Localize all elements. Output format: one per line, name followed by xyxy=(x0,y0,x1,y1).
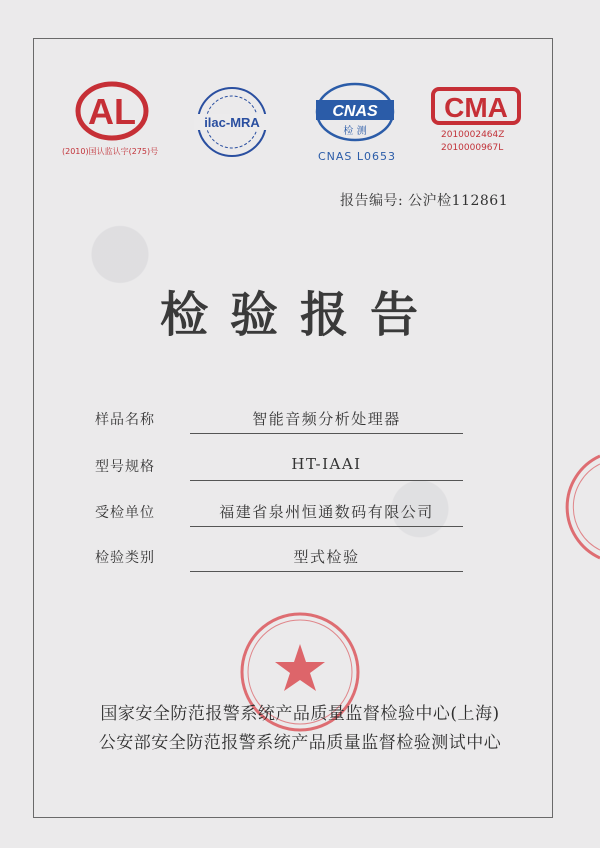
field-value: 智能音频分析处理器 xyxy=(252,410,401,428)
field-sample-name xyxy=(95,405,463,437)
cma-logo-text: CMA xyxy=(444,92,508,123)
field-model xyxy=(95,452,463,484)
cnas-logo-text: CNAS xyxy=(332,103,378,120)
field-underline xyxy=(190,433,463,434)
field-value: 福建省泉州恒通数码有限公司 xyxy=(219,503,434,521)
field-label: 型号规格 xyxy=(95,459,155,475)
cma-caption-1: 2010002464Z xyxy=(441,130,505,140)
field-underline xyxy=(190,526,463,527)
field-value: HT-IAAI xyxy=(291,455,362,473)
cal-logo-caption: (2010)国认监认字(275)号 xyxy=(62,147,159,156)
ilac-mra-logo-text: ilac-MRA xyxy=(204,115,260,130)
organization-line-2: 公安部安全防范报警系统产品质量监督检验测试中心 xyxy=(98,733,502,753)
organization-line-1: 国家安全防范报警系统产品质量监督检验中心(上海) xyxy=(100,704,500,724)
cnas-logo-caption: CNAS L0653 xyxy=(318,150,397,163)
field-label: 受检单位 xyxy=(95,505,155,521)
cnas-logo xyxy=(312,80,398,148)
field-underline xyxy=(190,571,463,572)
svg-text:AL: AL xyxy=(88,91,136,132)
field-inspection-type xyxy=(95,543,463,575)
field-inspected-unit xyxy=(95,498,463,530)
ilac-mra-logo xyxy=(190,84,274,160)
field-underline xyxy=(190,480,463,481)
cal-logo xyxy=(74,80,150,142)
field-label: 检验类别 xyxy=(95,550,155,566)
cma-caption-2: 2010000967L xyxy=(441,143,504,153)
cma-logo xyxy=(430,86,522,126)
document-title: 检验报告 xyxy=(159,287,440,343)
report-number: 报告编号: 公沪检112861 xyxy=(340,193,509,209)
field-label: 样品名称 xyxy=(95,412,155,428)
field-value: 型式检验 xyxy=(293,548,360,566)
edge-seal xyxy=(556,452,600,566)
cnas-logo-sub: 检 测 xyxy=(343,126,367,137)
